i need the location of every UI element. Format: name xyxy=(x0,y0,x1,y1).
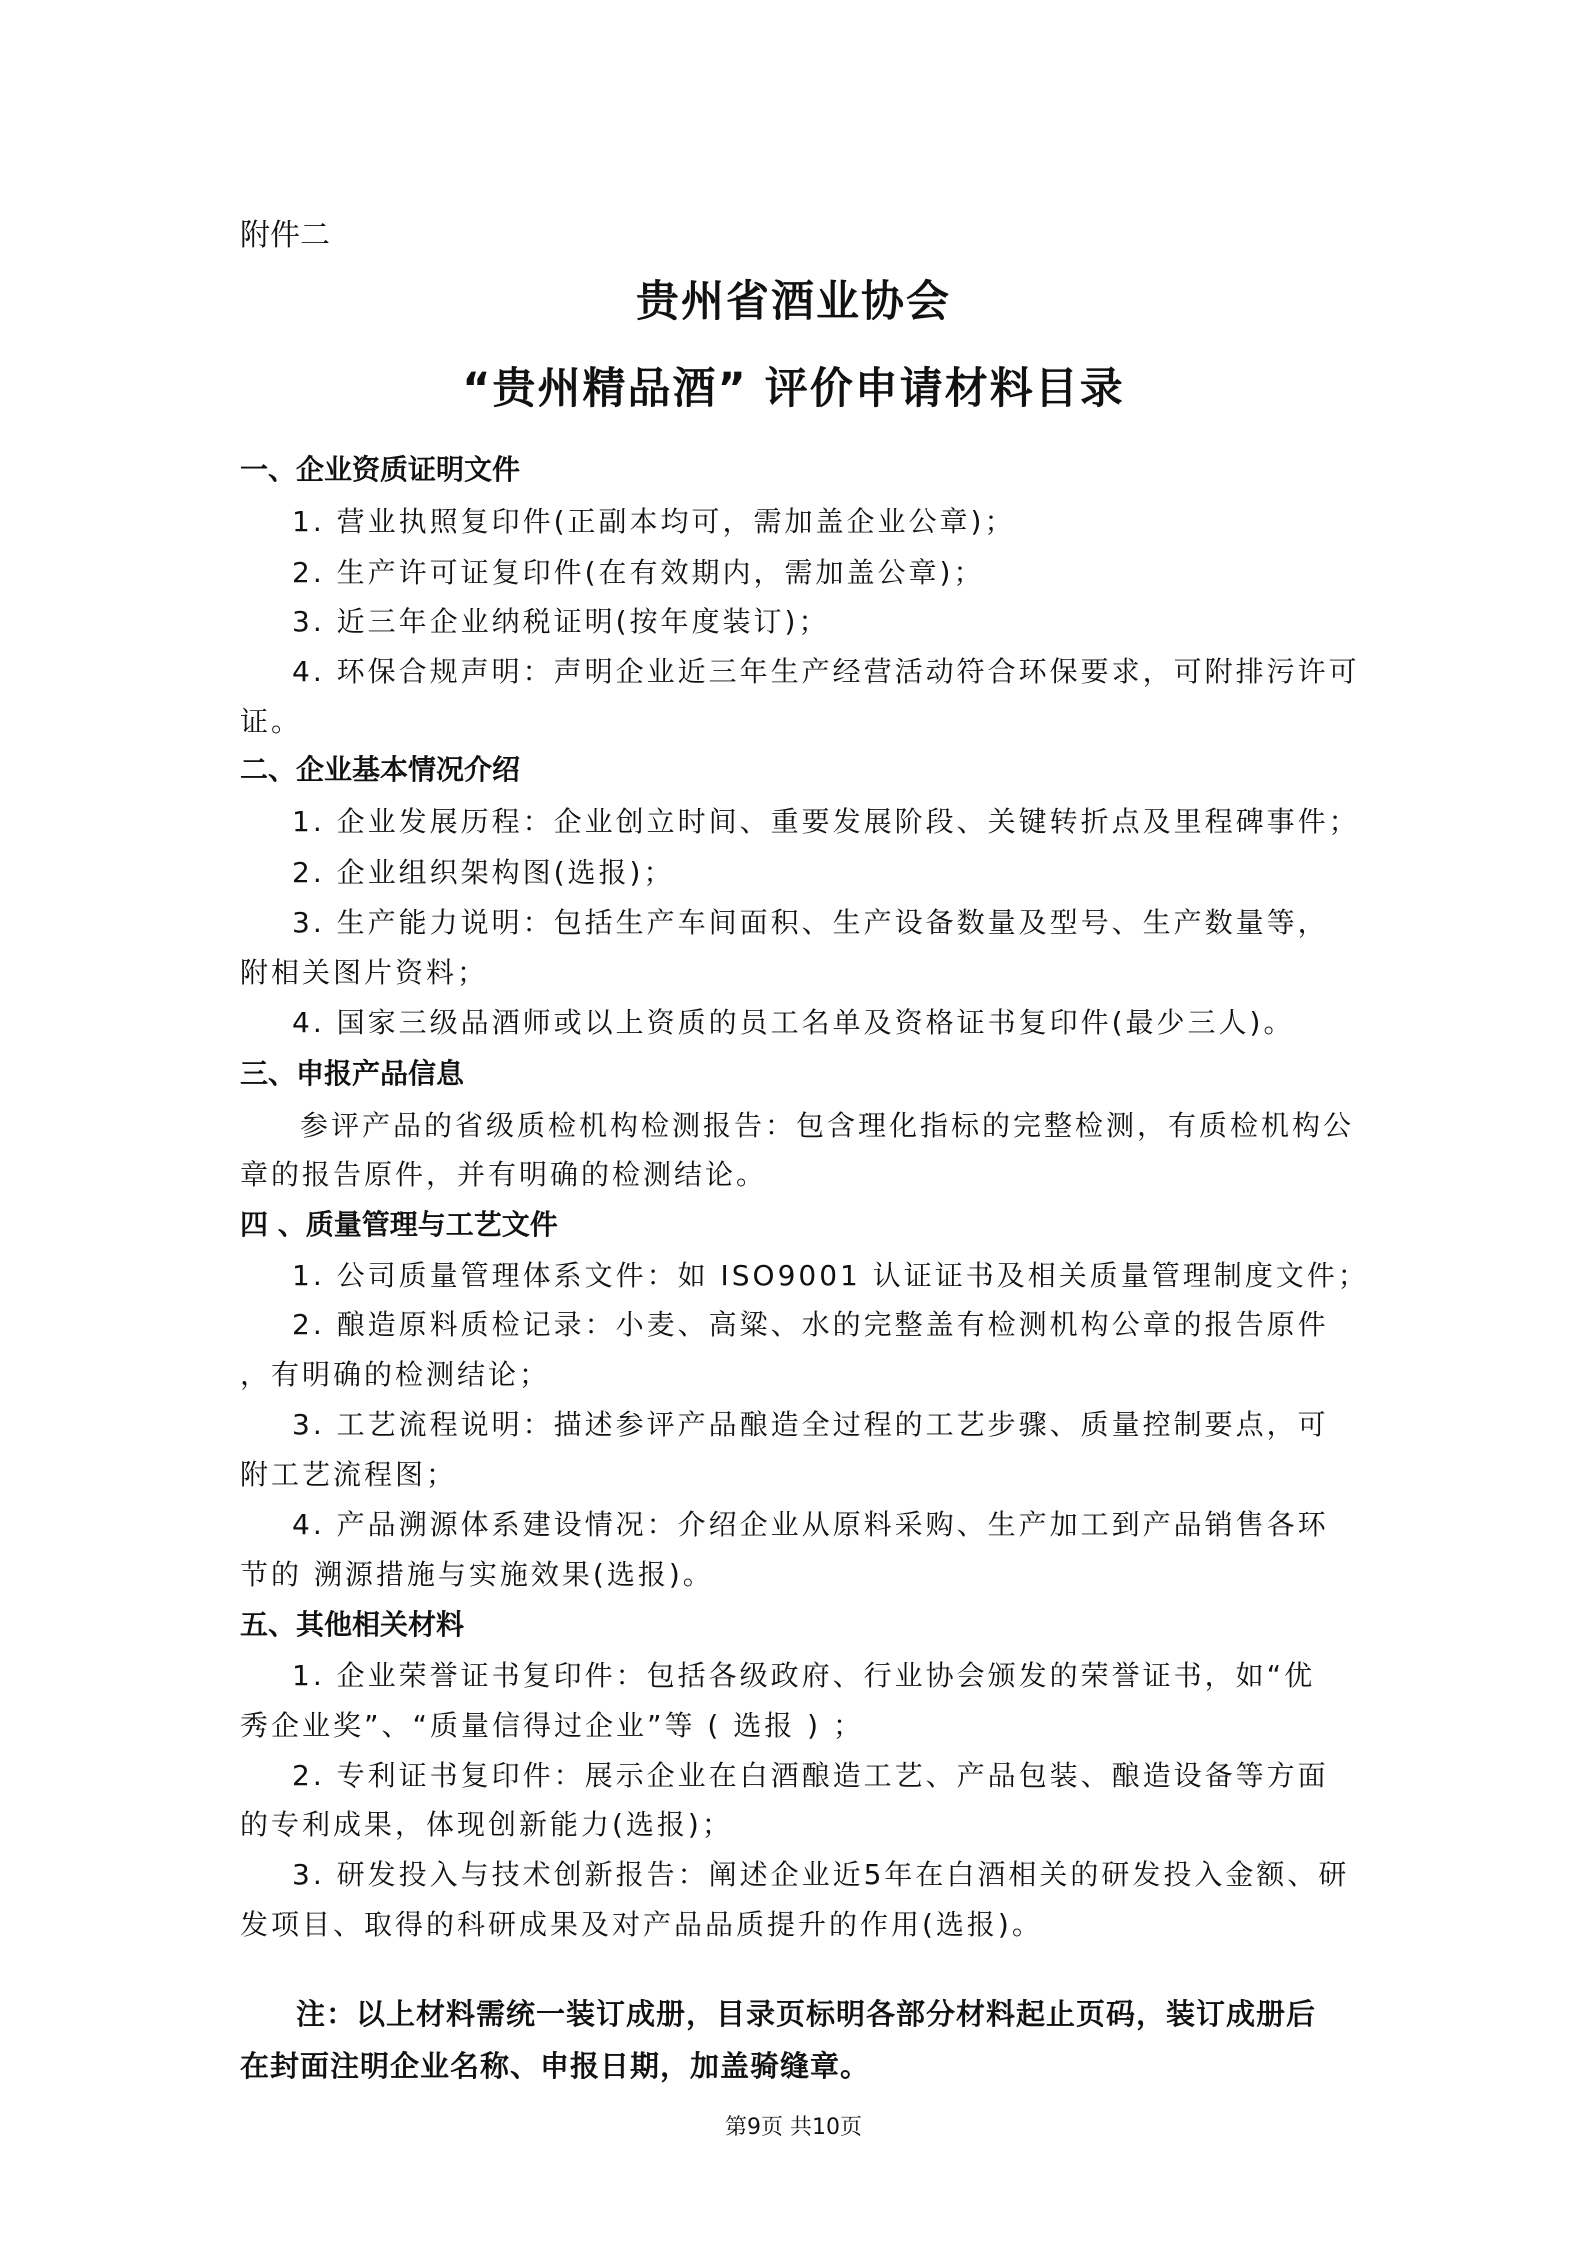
list-item: 4. 环保合规声明：声明企业近三年生产经营活动符合环保要求，可附排污许可 xyxy=(292,655,1360,688)
list-item: 2. 专利证书复印件：展示企业在白酒酿造工艺、产品包装、酿造设备等方面 xyxy=(292,1759,1329,1792)
list-item-continuation: 节的 溯源措施与实施效果(选报)。 xyxy=(240,1558,714,1591)
list-item-continuation: 附相关图片资料； xyxy=(240,956,489,989)
list-item-continuation: 的专利成果，体现创新能力(选报)； xyxy=(240,1808,733,1841)
page-number: 第9页 共10页 xyxy=(725,2115,862,2140)
paragraph-line: 章的报告原件，并有明确的检测结论。 xyxy=(240,1158,768,1191)
list-item: 3. 工艺流程说明：描述参评产品酿造全过程的工艺步骤、质量控制要点，可 xyxy=(292,1408,1329,1441)
list-item-continuation: 发项目、取得的科研成果及对产品品质提升的作用(选报)。 xyxy=(240,1908,1043,1941)
list-item: 4. 国家三级品酒师或以上资质的员工名单及资格证书复印件(最少三人)。 xyxy=(292,1006,1295,1039)
section-heading-5: 五、其他相关材料 xyxy=(240,1608,465,1641)
document-title: 贵州省酒业协会 xyxy=(636,277,951,327)
section-heading-2: 二、企业基本情况介绍 xyxy=(240,753,521,786)
list-item: 3. 生产能力说明：包括生产车间面积、生产设备数量及型号、生产数量等， xyxy=(292,906,1329,939)
list-item: 3. 近三年企业纳税证明(按年度装订)； xyxy=(292,605,830,638)
list-item-continuation: ，有明确的检测结论； xyxy=(240,1358,551,1391)
list-item: 2. 酿造原料质检记录：小麦、高粱、水的完整盖有检测机构公章的报告原件 xyxy=(292,1308,1329,1341)
list-item: 1. 营业执照复印件(正副本均可，需加盖企业公章)； xyxy=(292,505,1016,538)
list-item-continuation: 附工艺流程图； xyxy=(240,1458,458,1491)
list-item: 1. 企业发展历程：企业创立时间、重要发展阶段、关键转折点及里程碑事件； xyxy=(292,805,1360,838)
list-item: 2. 生产许可证复印件(在有效期内，需加盖公章)； xyxy=(292,556,985,589)
paragraph-line: 参评产品的省级质检机构检测报告：包含理化指标的完整检测，有质检机构公 xyxy=(300,1109,1355,1142)
document-subtitle: “贵州精品酒” 评价申请材料目录 xyxy=(462,364,1125,414)
list-item-continuation: 秀企业奖”、“质量信得过企业”等 ( 选报 ) ； xyxy=(240,1709,864,1742)
section-heading-1: 一、企业资质证明文件 xyxy=(240,453,521,486)
note-line-1: 注：以上材料需统一装订成册，目录页标明各部分材料起止页码，装订成册后 xyxy=(296,1997,1317,2031)
list-item: 2. 企业组织架构图(选报)； xyxy=(292,856,675,889)
list-item: 1. 企业荣誉证书复印件：包括各级政府、行业协会颁发的荣誉证书，如“优 xyxy=(292,1659,1316,1692)
list-item-continuation: 证。 xyxy=(240,705,303,738)
section-heading-3: 三、申报产品信息 xyxy=(240,1057,465,1090)
list-item: 3. 研发投入与技术创新报告：阐述企业近5年在白酒相关的研发投入金额、研 xyxy=(292,1858,1350,1891)
list-item: 1. 公司质量管理体系文件：如 ISO9001 认证证书及相关质量管理制度文件； xyxy=(292,1259,1369,1292)
list-item: 4. 产品溯源体系建设情况：介绍企业从原料采购、生产加工到产品销售各环 xyxy=(292,1508,1329,1541)
attachment-label: 附件二 xyxy=(240,218,330,253)
note-line-2: 在封面注明企业名称、申报日期，加盖骑缝章。 xyxy=(240,2049,871,2083)
section-heading-4: 四 、质量管理与工艺文件 xyxy=(240,1208,558,1241)
